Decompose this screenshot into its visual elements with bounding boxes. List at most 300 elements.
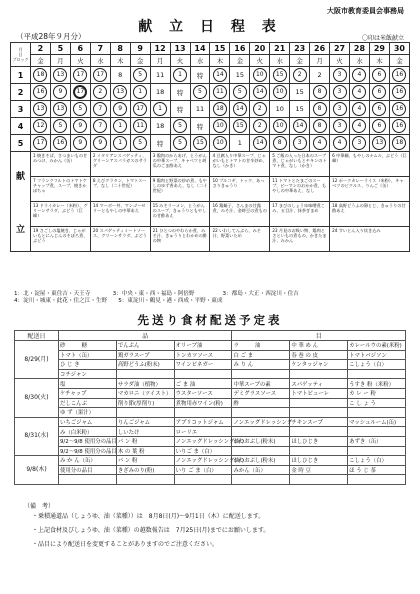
menu-cell: 5 ご飯の入った日本のスープ煮、じゃがいもとチキンのトマト煮、なし（かき） (270, 152, 330, 177)
note-item: ・乗積通道品（しょうゆ、油（菜種））は 8月8日(月)～9月1日（木）に配送します。 (32, 513, 265, 520)
block-day-cell (110, 118, 130, 135)
supply-date: 8/31(水) (15, 417, 59, 455)
menu-number: 16 (392, 85, 406, 99)
menu-number: 16 (53, 136, 67, 150)
block-day-cell (190, 118, 210, 135)
weekday-cell: 木 (369, 55, 389, 67)
menu-number: 16 (392, 68, 406, 82)
supply-item: こしょう（白） (348, 360, 406, 370)
supply-item: こしょう（白） (348, 456, 406, 466)
weekday-row (11, 55, 410, 67)
block-day-cell (110, 84, 130, 101)
menu-cell: 24 すいとん入り炊き込み (330, 227, 410, 252)
supply-item: ゆ ず（果汁） (59, 408, 117, 418)
block-day-cell (369, 67, 389, 84)
menu-number: 10 (273, 119, 287, 133)
block-day-cell (310, 118, 330, 135)
block-day-cell (50, 118, 70, 135)
supply-item (348, 427, 406, 437)
supply-item: 高野どうふ(粉末) (116, 360, 174, 370)
menu-number: 16 (392, 119, 406, 133)
date-cell: 7 (90, 43, 110, 55)
block-day-cell (250, 118, 270, 135)
menu-cell: 11 トマトとたまごのスープ、ピーマンのおかか煮、もやしの中華あえ、なし (270, 177, 330, 202)
page-title: 献 立 日 程 表 (138, 19, 282, 35)
weekday-cell: 水 (270, 55, 290, 67)
menu-number: 3 (333, 85, 347, 99)
date-cell: 2 (31, 43, 51, 55)
block-day-cell (389, 67, 409, 84)
menu-number: 13 (53, 68, 67, 82)
menu-cell: 10 プルコギ、トック、あっさりきゅうり (210, 177, 270, 202)
date-cell: 23 (290, 43, 310, 55)
supply-item: パ ン 粉 (116, 456, 174, 466)
menu-cell: 8 えびグラタン、トマトスープ、なし（二十世紀） (90, 177, 150, 202)
supply-date: 8/29(月) (15, 341, 59, 379)
block-day-cell (290, 84, 310, 101)
block-day-cell (150, 118, 170, 135)
block-day-cell (369, 118, 389, 135)
corner-cell: 月 日 ブロック (11, 43, 31, 67)
menu-number: 9 (53, 85, 67, 99)
menu-number: 17 (133, 102, 147, 116)
supply-item: パ ン 粉 (116, 436, 174, 446)
block-day-cell (70, 84, 90, 101)
date-cell: 21 (270, 43, 290, 55)
block-day-cell (190, 67, 210, 84)
supply-item: 中華スープの素 (232, 379, 290, 389)
block-row (11, 101, 410, 118)
supply-row (15, 456, 406, 466)
block-day-cell (350, 84, 370, 101)
block-day-cell (250, 84, 270, 101)
weekday-cell: 火 (170, 55, 190, 67)
supply-item: 鶏ガラスープ (116, 350, 174, 360)
menu-cell: 9 鶏肉と野菜の炒め煮、もやしのゆず香あえ、なし（二十世紀） (150, 177, 210, 202)
menu-number: 9 (73, 136, 87, 150)
menu-number: 8 (273, 136, 287, 150)
block-day-cell (130, 101, 150, 118)
rice-note: 〇印は米飯献立 (361, 35, 404, 42)
block-day-cell (350, 118, 370, 135)
weekday-cell: 月 (310, 55, 330, 67)
block-day-cell (150, 101, 170, 118)
block-day-cell (290, 135, 310, 152)
supply-item: しいたけ (116, 427, 174, 437)
menu-cell: 19 さごしの塩焼き、じゃがいもとにんじんのそぼろ煮、ぶどう (31, 227, 91, 252)
date-row (11, 43, 410, 55)
date-cell: 8 (110, 43, 130, 55)
header-item: 品 (59, 331, 232, 341)
supply-item: デミグラスソース (232, 388, 290, 398)
supply-item (348, 369, 406, 379)
block-day-cell (70, 67, 90, 84)
menu-number: 13 (53, 102, 67, 116)
menu-cell: 21 ひとつのやわらか煮、みそ汁、きゅうりとわかめの酢の物 (150, 227, 210, 252)
block-day-cell (90, 101, 110, 118)
menu-number: 14 (233, 102, 247, 116)
date-cell: 15 (210, 43, 230, 55)
menu-number: 7 (93, 102, 107, 116)
menu-number: 8 (118, 71, 123, 79)
block-row (11, 84, 410, 101)
block-day-cell (250, 135, 270, 152)
menu-number: 18 (213, 102, 227, 116)
block-day-cell (290, 118, 310, 135)
menu-cell: 18 高野どうふの卵とじ、きゅうりの甘酢あえ (330, 202, 410, 227)
supply-date: 8/30(火) (15, 379, 59, 417)
menu-number: 14 (253, 85, 267, 99)
weekday-cell: 金 (31, 55, 51, 67)
block-day-cell (230, 135, 250, 152)
header-date: 配送日 (15, 331, 59, 341)
block-day-cell (31, 101, 51, 118)
date-cell: 14 (190, 43, 210, 55)
block-day-cell (310, 84, 330, 101)
supply-row (15, 408, 406, 418)
weekday-cell: 金 (130, 55, 150, 67)
block-day-cell (70, 135, 90, 152)
schedule-table (10, 42, 410, 252)
weekday-cell: 火 (250, 55, 270, 67)
supply-header-row (15, 331, 406, 341)
block-day-cell (31, 84, 51, 101)
menu-number: 4 (352, 68, 366, 82)
menu-number: 3 (333, 68, 347, 82)
menu-number: 4 (313, 136, 327, 150)
menu-number: 5 (233, 85, 247, 99)
supply-item: ひ じ き (59, 360, 117, 370)
menu-number: 4 (352, 102, 366, 116)
menu-number: 1 (113, 136, 127, 150)
menu-cell: 3 鶏肉のからあげ、とうがんの中華スープ、キャベツと胡瓜のごま酢あえ (150, 152, 210, 177)
block-day-cell (310, 135, 330, 152)
supply-item: ラ 油 (232, 341, 290, 351)
header-item-2: 目 (232, 331, 406, 341)
supply-item (348, 446, 406, 456)
block-day-cell (330, 118, 350, 135)
menu-number: 17 (33, 136, 47, 150)
supply-item: カ レ ー 粉 (348, 388, 406, 398)
supply-item (348, 408, 406, 418)
block-day-cell (31, 135, 51, 152)
menu-number: 2 (317, 71, 322, 79)
menu-number: 2 (253, 102, 267, 116)
menu-cell: 17 まびのしょうゆ味噌煮こみ、五目汁、抹茶ぎまめ (270, 202, 330, 227)
block-day-cell (190, 101, 210, 118)
supply-item: カレールウの素(米粉) (348, 341, 406, 351)
supply-item (290, 408, 348, 418)
menu-number: 4 (333, 136, 347, 150)
block-day-cell (350, 135, 370, 152)
menu-label-bottom: 立 (15, 224, 25, 235)
block-day-cell (270, 118, 290, 135)
supply-item: りんごジャム (116, 417, 174, 427)
supply-row (15, 398, 406, 408)
supply-item (174, 408, 232, 418)
supply-item: アプリコットジャム (174, 417, 232, 427)
supply-item: トマト（缶） (59, 350, 117, 360)
supply-item: こ し ょ う (348, 398, 406, 408)
block-day-cell (250, 67, 270, 84)
block-day-cell (230, 67, 250, 84)
supply-item (116, 475, 174, 485)
block-day-cell (110, 101, 130, 118)
menu-number: 11 (213, 85, 227, 99)
supply-row (15, 436, 406, 446)
block-day-cell (90, 84, 110, 101)
block-day-cell (210, 84, 230, 101)
block-day-cell (389, 84, 409, 101)
supply-item: 使用分の品目 (59, 465, 117, 475)
menu-number: 14 (213, 68, 227, 82)
menu-number: 18 (392, 136, 406, 150)
menu-number: 5 (133, 68, 147, 82)
block-day-cell (90, 67, 110, 84)
supply-item: 9/2〜9/8 使用分の品目 (59, 446, 117, 456)
supply-item: ほしひじき (290, 436, 348, 446)
supply-row (15, 350, 406, 360)
supply-item: いちごジャム (59, 417, 117, 427)
menu-number: 11 (195, 105, 205, 113)
menu-number: 2 (293, 68, 307, 82)
date-cell: 28 (350, 43, 370, 55)
menu-cell: 12 ポークカレーライス（米粉）、キャベツのピクルス、りんご（缶） (330, 177, 410, 202)
supply-item (116, 369, 174, 379)
block-day-cell (31, 67, 51, 84)
block-day-cell (330, 84, 350, 101)
supply-item (59, 475, 117, 485)
menu-number: 11 (133, 119, 147, 133)
menu-number: 特 (156, 139, 164, 148)
block-day-cell (230, 84, 250, 101)
menu-cell: 14 マーボー丼、マンゴーゼリーともやしの中華あえ (90, 202, 150, 227)
menu-number: 15 (295, 88, 304, 96)
date-cell: 27 (330, 43, 350, 55)
supply-item (290, 475, 348, 485)
supply-item: み か ん（缶） (59, 456, 117, 466)
menu-number: 18 (155, 122, 165, 130)
menu-number: 13 (33, 102, 47, 116)
legend-line: 1：北・淀屋・東住吉・天王寺 3：中央・東・西・福島・阿倍野 3：都島・大正・西淀川・住吉 (14, 291, 299, 297)
menu-number: 13 (113, 85, 127, 99)
menu-number: 15 (193, 136, 207, 150)
block-label: 3 (11, 101, 31, 118)
menu-number: 3 (293, 136, 307, 150)
menu-cell: 6 中華麺、もやしのナムル、ぶどう（巨峰） (330, 152, 410, 177)
supply-item: 木 の 葉 粉 (116, 446, 174, 456)
block-day-cell (230, 101, 250, 118)
supply-item: かつおぶし(粉末) (232, 456, 290, 466)
menu-cell: 4 豆腐入り中華スープ、じゃがいもとトマトの甘辛炒め、なし（かき） (210, 152, 270, 177)
block-day-cell (170, 135, 190, 152)
menu-number: 16 (392, 102, 406, 116)
menu-number: 13 (372, 136, 386, 150)
block-legend (14, 291, 409, 305)
supply-table (14, 330, 406, 485)
block-day-cell (350, 101, 370, 118)
block-day-cell (190, 84, 210, 101)
block-day-cell (170, 118, 190, 135)
menu-number: 10 (213, 136, 227, 150)
supply-row (15, 369, 406, 379)
block-day-cell (350, 67, 370, 84)
block-day-cell (130, 118, 150, 135)
block-day-cell (50, 135, 70, 152)
supply-item: トンカツソース (174, 350, 232, 360)
menu-number: 14 (253, 136, 267, 150)
supply-item: チキンスープ (290, 417, 348, 427)
supply-item: 中 華 め ん (290, 341, 348, 351)
date-cell: 5 (50, 43, 70, 55)
supply-item: トマトピューレ (290, 388, 348, 398)
block-day-cell (270, 135, 290, 152)
menu-number: 2 (253, 119, 267, 133)
weekday-cell: 金 (230, 55, 250, 67)
supply-item: でんぷん (116, 341, 174, 351)
block-day-cell (210, 118, 230, 135)
supply-item (348, 475, 406, 485)
menu-number: 9 (73, 119, 87, 133)
supply-item: いり ご ま（白） (174, 465, 232, 475)
block-row (11, 118, 410, 135)
weekday-cell: 火 (330, 55, 350, 67)
supply-row (15, 388, 406, 398)
block-day-cell (389, 118, 409, 135)
block-day-cell (210, 101, 230, 118)
block-day-cell (270, 84, 290, 101)
supply-date: 9/8(木) (15, 456, 59, 485)
block-label: 4 (11, 118, 31, 135)
weekday-cell: 月 (50, 55, 70, 67)
block-label: 1 (11, 67, 31, 84)
block-day-cell (50, 101, 70, 118)
supply-item: 塩 (59, 379, 117, 389)
menu-number: 5 (73, 102, 87, 116)
block-day-cell (270, 67, 290, 84)
menu-number: 12 (33, 119, 47, 133)
menu-number: 特 (176, 88, 184, 97)
menu-number: 6 (372, 85, 386, 99)
supply-item: ノンエッグドレッシング(緑) (174, 456, 232, 466)
weekday-cell: 金 (389, 55, 409, 67)
menu-number: 9 (93, 136, 107, 150)
supply-item: ウスターソース (174, 388, 232, 398)
supply-item: 削り節(厚削り) (116, 398, 174, 408)
menu-number: 10 (275, 105, 284, 113)
menu-number: 4 (352, 119, 366, 133)
menu-number: 5 (193, 85, 207, 99)
menu-number: 3 (352, 136, 366, 150)
supply-item: ほ う じ 茶 (348, 465, 406, 475)
menu-cell: 22 いわしてんぷら、みそ汁、野菜いため (210, 227, 270, 252)
supply-row (15, 446, 406, 456)
menu-number: 1 (153, 102, 167, 116)
menu-number: 18 (155, 88, 165, 96)
menu-number: 5 (173, 119, 187, 133)
supply-item: いりご ま（白） (174, 446, 232, 456)
menu-number: 特 (176, 105, 184, 114)
supply-row (15, 475, 406, 485)
block-day-cell (130, 135, 150, 152)
menu-number: 2 (93, 85, 107, 99)
block-day-cell (190, 135, 210, 152)
block-day-cell (110, 67, 130, 84)
block-day-cell (330, 67, 350, 84)
menu-number: 11 (155, 71, 165, 79)
supply-row (15, 360, 406, 370)
supply-item: ローリエ (174, 427, 232, 437)
menu-number: 6 (372, 102, 386, 116)
supply-item (290, 446, 348, 456)
supply-item: サラダ油（植物） (116, 379, 174, 389)
note-item: ・上記食材及びしょうゆ、油（菜種）の越数報告は 7月25日(月)までにお願いします。 (32, 527, 270, 534)
supply-item: 白 ご ま (232, 350, 290, 360)
block-day-cell (31, 118, 51, 135)
block-day-cell (330, 101, 350, 118)
block-day-cell (250, 101, 270, 118)
supply-item: 砂 糖 (59, 341, 117, 351)
menu-number: 6 (372, 119, 386, 133)
menu-number: 3 (333, 119, 347, 133)
menu-number: 10 (273, 85, 287, 99)
supply-item (290, 398, 348, 408)
supply-item (174, 369, 232, 379)
date-cell: 26 (310, 43, 330, 55)
supply-item (232, 475, 290, 485)
menu-cell: 13 ドライカレー（米粉）、グリーンサラダ、ぶどう（巨峰） (31, 202, 91, 227)
menu-number: 15 (295, 105, 304, 113)
supply-item (290, 369, 348, 379)
date-cell: 9 (130, 43, 150, 55)
supply-item: マカロニ（ツイスト） (116, 388, 174, 398)
block-day-cell (330, 135, 350, 152)
weekday-cell: 水 (190, 55, 210, 67)
supply-item: マッシュルーム(缶) (348, 417, 406, 427)
block-day-cell (210, 135, 230, 152)
block-day-cell (70, 101, 90, 118)
menu-number: 8 (313, 102, 327, 116)
block-day-cell (150, 84, 170, 101)
menu-number: 5 (173, 136, 187, 150)
menu-row (11, 177, 410, 202)
weekday-cell: 金 (290, 55, 310, 67)
supply-item: ご ま 油 (174, 379, 232, 389)
block-day-cell (150, 67, 170, 84)
weekday-cell: 水 (350, 55, 370, 67)
supply-row (15, 341, 406, 351)
menu-number: 17 (73, 85, 87, 99)
menu-label-top: 献 (15, 171, 25, 182)
block-label: 2 (11, 84, 31, 101)
menu-cell: 16 鶏麺子、さんまの甘露煮、みそ汁、金時豆の煮もの (210, 202, 270, 227)
date-cell: 30 (389, 43, 409, 55)
date-cell: 13 (170, 43, 190, 55)
menu-number: 特 (196, 122, 204, 131)
block-day-cell (210, 67, 230, 84)
supply-item: スパゲッティ (290, 379, 348, 389)
menu-number: 3 (333, 102, 347, 116)
block-day-cell (230, 118, 250, 135)
block-day-cell (310, 101, 330, 118)
menu-number: 1 (133, 85, 147, 99)
menu-number: 6 (372, 68, 386, 82)
menu-cell: 23 月見のお吸い物、鶏肉とさといもの煮もの、かきたま汁、みかん (270, 227, 330, 252)
supply-item: ほしひじき (290, 456, 348, 466)
date-cell: 6 (70, 43, 90, 55)
supply-row (15, 417, 406, 427)
notes-title: （備 考） (24, 503, 55, 510)
